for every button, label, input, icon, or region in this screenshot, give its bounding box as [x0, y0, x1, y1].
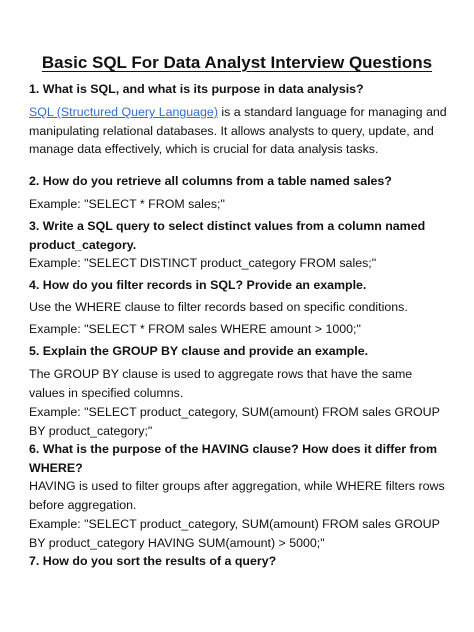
example-3: Example: "SELECT DISTINCT product_category FROM sales;": [29, 256, 377, 270]
question-3: 3. Write a SQL query to select distinct values from a column named product_category.: [29, 219, 426, 252]
answer-4: Use the WHERE clause to filter records based on specific conditions.: [29, 300, 408, 314]
example-5: Example: "SELECT product_category, SUM(amount) FROM sales GROUP BY product_category;": [29, 405, 440, 438]
question-6: 6. What is the purpose of the HAVING clause? How does it differ from WHERE?: [29, 442, 438, 475]
question-7: 7. How do you sort the results of a query?: [29, 554, 277, 568]
question-4: 4. How do you filter records in SQL? Provide an example.: [29, 278, 367, 292]
example-2: Example: "SELECT * FROM sales;": [29, 197, 225, 211]
sql-link[interactable]: SQL (Structured Query Language): [29, 105, 218, 119]
answer-5: The GROUP BY clause is used to aggregate rows that have the same values in specified columns.: [29, 367, 413, 400]
question-2: 2. How do you retrieve all columns from a table named sales?: [29, 174, 392, 188]
answer-1: [29, 103, 449, 159]
document-title: Basic SQL For Data Analyst Interview Questions: [41, 53, 433, 72]
question-1: 1. What is SQL, and what is its purpose in data analysis?: [29, 82, 364, 96]
example-6: Example: "SELECT product_category, SUM(amount) FROM sales GROUP BY product_category HAVING SUM(amount) > 5000;": [29, 517, 440, 550]
answer-6: HAVING is used to filter groups after aggregation, while WHERE filters rows before aggregation.: [29, 479, 445, 512]
answer-1-text: is a standard language for managing and manipulating relational databases. It allows analysts to query, update, and manage data effectively, which is crucial for data analysis tasks.: [29, 105, 447, 156]
question-5: 5. Explain the GROUP BY clause and provide an example.: [29, 344, 369, 358]
example-4: Example: "SELECT * FROM sales WHERE amount > 1000;": [29, 322, 361, 336]
